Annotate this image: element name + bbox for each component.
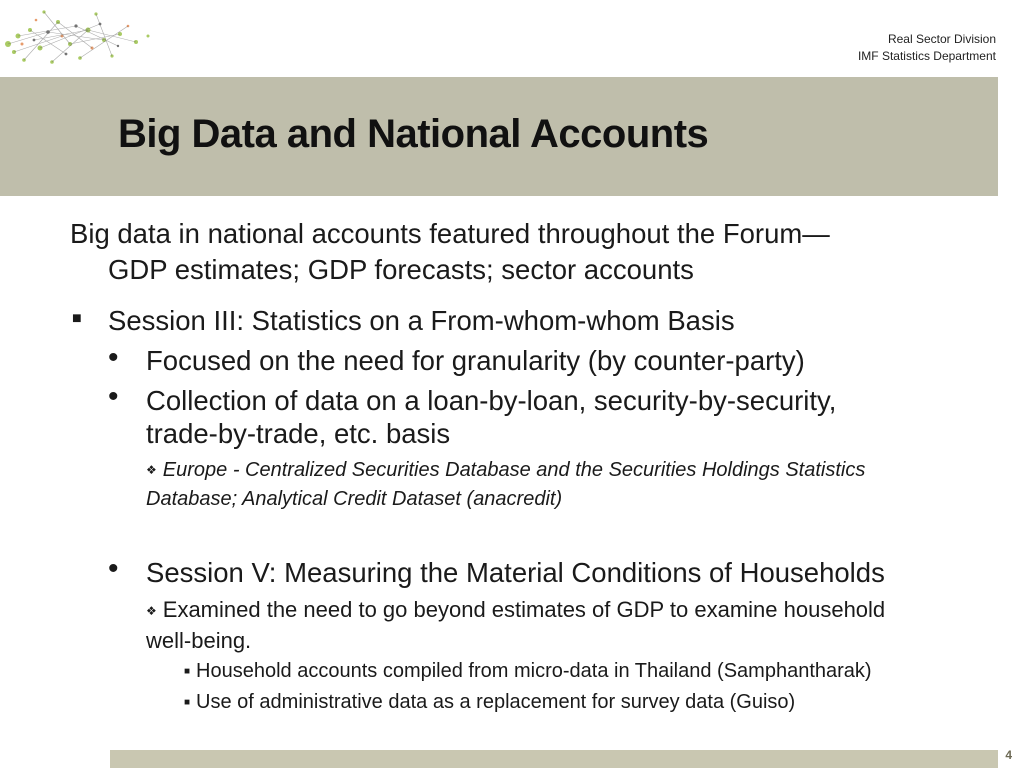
- organization-label: [858, 31, 996, 65]
- sub-1-text: Household accounts compiled from micro-data in Thailand (Samphantharak): [196, 660, 872, 682]
- sub-2-text: Use of administrative data as a replacement for survey data (Guiso): [196, 691, 796, 713]
- network-logo-graphic: [0, 0, 160, 78]
- slide-title: Big Data and National Accounts: [118, 112, 709, 156]
- examined-line-2: well-being.: [146, 628, 252, 653]
- intro-line-2: GDP estimates; GDP forecasts; sector accounts: [108, 254, 694, 285]
- diamond-bullet-icon: ❖: [146, 604, 157, 618]
- intro-text: [70, 216, 990, 288]
- point-2-line-2: trade-by-trade, etc. basis: [146, 418, 451, 449]
- bullet-dot-icon: •: [108, 552, 119, 585]
- session3-heading: Session III: Statistics on a From-whom-whom Basis: [108, 305, 735, 336]
- europe-line-2: Database; Analytical Credit Dataset (anacredit): [146, 488, 563, 510]
- session5-heading: Session V: Measuring the Material Conditions of Households: [146, 557, 885, 588]
- diamond-bullet-icon: ❖: [146, 463, 157, 477]
- session3-point-2: [146, 384, 966, 450]
- session5-examined: [146, 595, 986, 655]
- europe-note: [146, 456, 986, 514]
- small-square-bullet-icon: ■: [184, 666, 191, 677]
- point-2-line-1: Collection of data on a loan-by-loan, security-by-security,: [146, 385, 837, 416]
- session5-sub-1: [184, 656, 872, 687]
- intro-line-1: Big data in national accounts featured throughout the Forum—: [70, 218, 830, 249]
- org-division: Real Sector Division: [887, 32, 996, 46]
- bullet-dot-icon: •: [108, 380, 119, 413]
- session5-sub-2: [184, 687, 795, 718]
- footer-band: [110, 750, 998, 768]
- square-bullet-icon: ■: [72, 310, 82, 327]
- session3-point-1: Focused on the need for granularity (by counter-party): [146, 345, 805, 376]
- examined-line-1: Examined the need to go beyond estimates of GDP to examine household: [162, 597, 886, 622]
- europe-line-1: Europe - Centralized Securities Database and the Securities Holdings Statistics: [162, 459, 866, 481]
- page-number: 4: [1005, 748, 1012, 762]
- small-square-bullet-icon: ■: [184, 697, 191, 708]
- bullet-dot-icon: •: [108, 341, 119, 374]
- org-department: IMF Statistics Department: [857, 49, 996, 63]
